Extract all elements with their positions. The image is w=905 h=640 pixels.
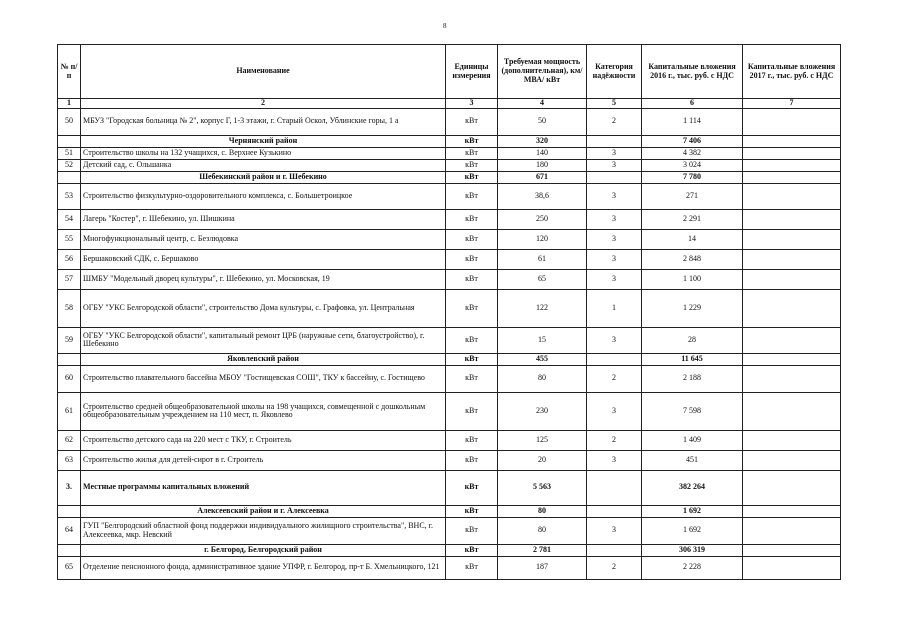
cell-cat: 2 xyxy=(587,108,642,135)
cell-cap2017 xyxy=(743,450,841,470)
column-number: 5 xyxy=(587,99,642,109)
cell-name: Строительство средней общеобразовательной школы на 198 учащихся, совмещенной с дошкольным общеобразовательным учреждением на 110 мест, п. Яковлево xyxy=(81,392,446,430)
cell-power: 122 xyxy=(498,289,587,327)
cell-cap2016: 28 xyxy=(642,327,743,353)
cell-name: ШМБУ "Модельный дворец культуры", г. Шебекино, ул. Московская, 19 xyxy=(81,269,446,289)
cell-cap2016: 2 848 xyxy=(642,249,743,269)
cell-power: 187 xyxy=(498,556,587,579)
table-row xyxy=(58,249,841,269)
cell-cap2017 xyxy=(743,108,841,135)
cell-cap2017 xyxy=(743,269,841,289)
subtotal-row xyxy=(58,505,841,517)
cell-cap2016: 2 291 xyxy=(642,209,743,229)
cell-name: г. Белгород, Белгородский район xyxy=(81,544,446,556)
cell-cap2017 xyxy=(743,327,841,353)
cell-cat xyxy=(587,135,642,147)
cell-power: 230 xyxy=(498,392,587,430)
cell-cap2017 xyxy=(743,556,841,579)
cell-cap2016: 7 780 xyxy=(642,171,743,183)
cell-num xyxy=(58,544,81,556)
subtotal-row xyxy=(58,171,841,183)
cell-power: 180 xyxy=(498,159,587,171)
cell-name: ОГБУ "УКС Белгородской области", строительство Дома культуры, с. Графовка, ул. Центральная xyxy=(81,289,446,327)
cell-num: 51 xyxy=(58,147,81,159)
cell-cap2016: 14 xyxy=(642,229,743,249)
section-total-row xyxy=(58,470,841,505)
cell-cap2016: 1 409 xyxy=(642,430,743,450)
cell-unit: кВт xyxy=(446,470,498,505)
cell-cap2016: 271 xyxy=(642,183,743,209)
cell-power: 5 563 xyxy=(498,470,587,505)
cell-num: 61 xyxy=(58,392,81,430)
cell-power: 65 xyxy=(498,269,587,289)
cell-cat: 3 xyxy=(587,209,642,229)
cell-cap2016: 2 228 xyxy=(642,556,743,579)
cell-power: 125 xyxy=(498,430,587,450)
cell-unit: кВт xyxy=(446,392,498,430)
column-number: 1 xyxy=(58,99,81,109)
header-cap-2016: Капитальные вложения 2016 г., тыс. руб. с НДС xyxy=(642,45,743,99)
header-unit: Единицы измерения xyxy=(446,45,498,99)
header-name: Наименование xyxy=(81,45,446,99)
table-row xyxy=(58,269,841,289)
cell-num: 57 xyxy=(58,269,81,289)
cell-cap2017 xyxy=(743,171,841,183)
cell-cap2016: 7 598 xyxy=(642,392,743,430)
cell-cap2016: 1 692 xyxy=(642,517,743,544)
cell-cat: 3 xyxy=(587,159,642,171)
table-row xyxy=(58,556,841,579)
header-cap-2017: Капитальные вложения 2017 г., тыс. руб. с НДС xyxy=(743,45,841,99)
cell-cap2016: 3 024 xyxy=(642,159,743,171)
cell-name: Лагерь "Костер", г. Шебекино, ул. Шишкина xyxy=(81,209,446,229)
cell-name: Яковлевский район xyxy=(81,353,446,365)
cell-power: 120 xyxy=(498,229,587,249)
cell-name: Местные программы капитальных вложений xyxy=(81,470,446,505)
cell-cap2017 xyxy=(743,209,841,229)
cell-unit: кВт xyxy=(446,450,498,470)
cell-cat: 1 xyxy=(587,289,642,327)
cell-cap2017 xyxy=(743,505,841,517)
cell-power: 140 xyxy=(498,147,587,159)
cell-power: 671 xyxy=(498,171,587,183)
cell-unit: кВт xyxy=(446,108,498,135)
table-row xyxy=(58,450,841,470)
column-number: 4 xyxy=(498,99,587,109)
cell-num xyxy=(58,135,81,147)
column-number: 6 xyxy=(642,99,743,109)
table-row xyxy=(58,147,841,159)
cell-cap2016: 306 319 xyxy=(642,544,743,556)
cell-num: 58 xyxy=(58,289,81,327)
cell-cat: 3 xyxy=(587,229,642,249)
cell-power: 320 xyxy=(498,135,587,147)
table-row xyxy=(58,229,841,249)
subtotal-row xyxy=(58,353,841,365)
cell-num: 65 xyxy=(58,556,81,579)
cell-power: 455 xyxy=(498,353,587,365)
cell-cap2017 xyxy=(743,229,841,249)
table-row xyxy=(58,289,841,327)
cell-num: 63 xyxy=(58,450,81,470)
cell-cap2017 xyxy=(743,135,841,147)
cell-num: 50 xyxy=(58,108,81,135)
cell-num: 62 xyxy=(58,430,81,450)
cell-unit: кВт xyxy=(446,517,498,544)
cell-cap2017 xyxy=(743,517,841,544)
cell-unit: кВт xyxy=(446,269,498,289)
cell-cap2017 xyxy=(743,430,841,450)
cell-cap2016: 11 645 xyxy=(642,353,743,365)
cell-unit: кВт xyxy=(446,183,498,209)
cell-unit: кВт xyxy=(446,171,498,183)
cell-name: Шебекинский район и г. Шебекино xyxy=(81,171,446,183)
cell-unit: кВт xyxy=(446,365,498,392)
cell-cat: 2 xyxy=(587,365,642,392)
cell-cap2017 xyxy=(743,183,841,209)
cell-cap2017 xyxy=(743,353,841,365)
column-number-row xyxy=(58,99,841,109)
cell-cap2017 xyxy=(743,249,841,269)
table-row xyxy=(58,430,841,450)
table-body xyxy=(58,108,841,579)
cell-unit: кВт xyxy=(446,147,498,159)
cell-name: Чернянский район xyxy=(81,135,446,147)
cell-name: МБУЗ "Городская больница № 2", корпус Г, 1-3 этажи, г. Старый Оскол, Ублинские горы, 1 а xyxy=(81,108,446,135)
cell-cat: 2 xyxy=(587,430,642,450)
cell-cat: 3 xyxy=(587,517,642,544)
cell-unit: кВт xyxy=(446,544,498,556)
cell-num: 59 xyxy=(58,327,81,353)
cell-name: Многофункциональный центр, с. Безлюдовка xyxy=(81,229,446,249)
cell-name: Строительство жилья для детей-сирот в г. Строитель xyxy=(81,450,446,470)
cell-cat: 3 xyxy=(587,450,642,470)
cell-num: 56 xyxy=(58,249,81,269)
subtotal-row xyxy=(58,135,841,147)
cell-name: ГУП "Белгородский областной фонд поддержки индивидуального жилищного строительства", ВНС, г. Алексеевка, мкр. Невский xyxy=(81,517,446,544)
cell-num xyxy=(58,171,81,183)
cell-cat xyxy=(587,171,642,183)
cell-power: 250 xyxy=(498,209,587,229)
cell-cat xyxy=(587,470,642,505)
cell-cap2016: 7 406 xyxy=(642,135,743,147)
cell-cat: 3 xyxy=(587,392,642,430)
cell-num: 53 xyxy=(58,183,81,209)
header-num: № п/п xyxy=(58,45,81,99)
cell-name: Строительство плавательного бассейна МБОУ "Гостищевская СОШ", ТКУ к бассейну, с. Гостищево xyxy=(81,365,446,392)
cell-unit: кВт xyxy=(446,556,498,579)
cell-power: 38,6 xyxy=(498,183,587,209)
cell-cap2016: 2 188 xyxy=(642,365,743,392)
cell-cat: 3 xyxy=(587,183,642,209)
cell-cat: 2 xyxy=(587,556,642,579)
table-row xyxy=(58,392,841,430)
cell-num: 52 xyxy=(58,159,81,171)
cell-num xyxy=(58,505,81,517)
header-power: Требуемая мощность (дополнительная), км/ МВА/ кВт xyxy=(498,45,587,99)
cell-cap2016: 1 229 xyxy=(642,289,743,327)
cell-cap2017 xyxy=(743,147,841,159)
table-row xyxy=(58,159,841,171)
cell-power: 61 xyxy=(498,249,587,269)
table-row xyxy=(58,327,841,353)
cell-cat: 3 xyxy=(587,147,642,159)
cell-name: ОГБУ "УКС Белгородской области", капитальный ремонт ЦРБ (наружные сети, благоустройство), г. Шебекино xyxy=(81,327,446,353)
column-number: 2 xyxy=(81,99,446,109)
cell-num: 54 xyxy=(58,209,81,229)
table-row xyxy=(58,108,841,135)
cell-unit: кВт xyxy=(446,353,498,365)
cell-power: 50 xyxy=(498,108,587,135)
cell-power: 80 xyxy=(498,517,587,544)
cell-cat xyxy=(587,544,642,556)
subtotal-row xyxy=(58,544,841,556)
cell-power: 2 781 xyxy=(498,544,587,556)
cell-name: Строительство школы на 132 учащихся, с. Верхнее Кузькино xyxy=(81,147,446,159)
cell-cap2017 xyxy=(743,392,841,430)
cell-unit: кВт xyxy=(446,209,498,229)
cell-name: Алексеевский район и г. Алексеевка xyxy=(81,505,446,517)
cell-power: 80 xyxy=(498,365,587,392)
cell-cap2016: 451 xyxy=(642,450,743,470)
cell-num: 55 xyxy=(58,229,81,249)
cell-unit: кВт xyxy=(446,229,498,249)
cell-cap2017 xyxy=(743,544,841,556)
cell-unit: кВт xyxy=(446,135,498,147)
cell-power: 80 xyxy=(498,505,587,517)
cell-unit: кВт xyxy=(446,505,498,517)
cell-num: 60 xyxy=(58,365,81,392)
cell-cat xyxy=(587,505,642,517)
cell-cat: 3 xyxy=(587,327,642,353)
cell-cap2017 xyxy=(743,289,841,327)
cell-unit: кВт xyxy=(446,249,498,269)
cell-cat xyxy=(587,353,642,365)
cell-cap2017 xyxy=(743,365,841,392)
column-number: 3 xyxy=(446,99,498,109)
cell-unit: кВт xyxy=(446,430,498,450)
table-header-row xyxy=(58,45,841,99)
cell-num xyxy=(58,353,81,365)
cell-cap2017 xyxy=(743,470,841,505)
cell-num: 3. xyxy=(58,470,81,505)
cell-name: Строительство физкультурно-оздоровительного комплекса, с. Большетроицкое xyxy=(81,183,446,209)
cell-name: Бершаковский СДК, с. Бершаково xyxy=(81,249,446,269)
cell-cat: 3 xyxy=(587,269,642,289)
cell-cap2016: 4 382 xyxy=(642,147,743,159)
table-row xyxy=(58,517,841,544)
column-number: 7 xyxy=(743,99,841,109)
cell-cap2016: 1 100 xyxy=(642,269,743,289)
cell-power: 20 xyxy=(498,450,587,470)
capital-investment-table xyxy=(57,44,841,580)
cell-cap2016: 1 114 xyxy=(642,108,743,135)
table-row xyxy=(58,183,841,209)
table-row xyxy=(58,209,841,229)
cell-name: Строительство детского сада на 220 мест с ТКУ, г. Строитель xyxy=(81,430,446,450)
cell-num: 64 xyxy=(58,517,81,544)
cell-unit: кВт xyxy=(446,327,498,353)
cell-name: Детский сад, с. Ольшанка xyxy=(81,159,446,171)
cell-name: Отделение пенсионного фонда, административное здание УПФР, г. Белгород, пр-т Б. Хмельницкого, 121 xyxy=(81,556,446,579)
page-number: 8 xyxy=(443,22,447,30)
cell-unit: кВт xyxy=(446,289,498,327)
table-row xyxy=(58,365,841,392)
header-category: Категория надёжности xyxy=(587,45,642,99)
cell-cat: 3 xyxy=(587,249,642,269)
cell-cap2017 xyxy=(743,159,841,171)
cell-cap2016: 1 692 xyxy=(642,505,743,517)
cell-unit: кВт xyxy=(446,159,498,171)
cell-power: 15 xyxy=(498,327,587,353)
cell-cap2016: 382 264 xyxy=(642,470,743,505)
